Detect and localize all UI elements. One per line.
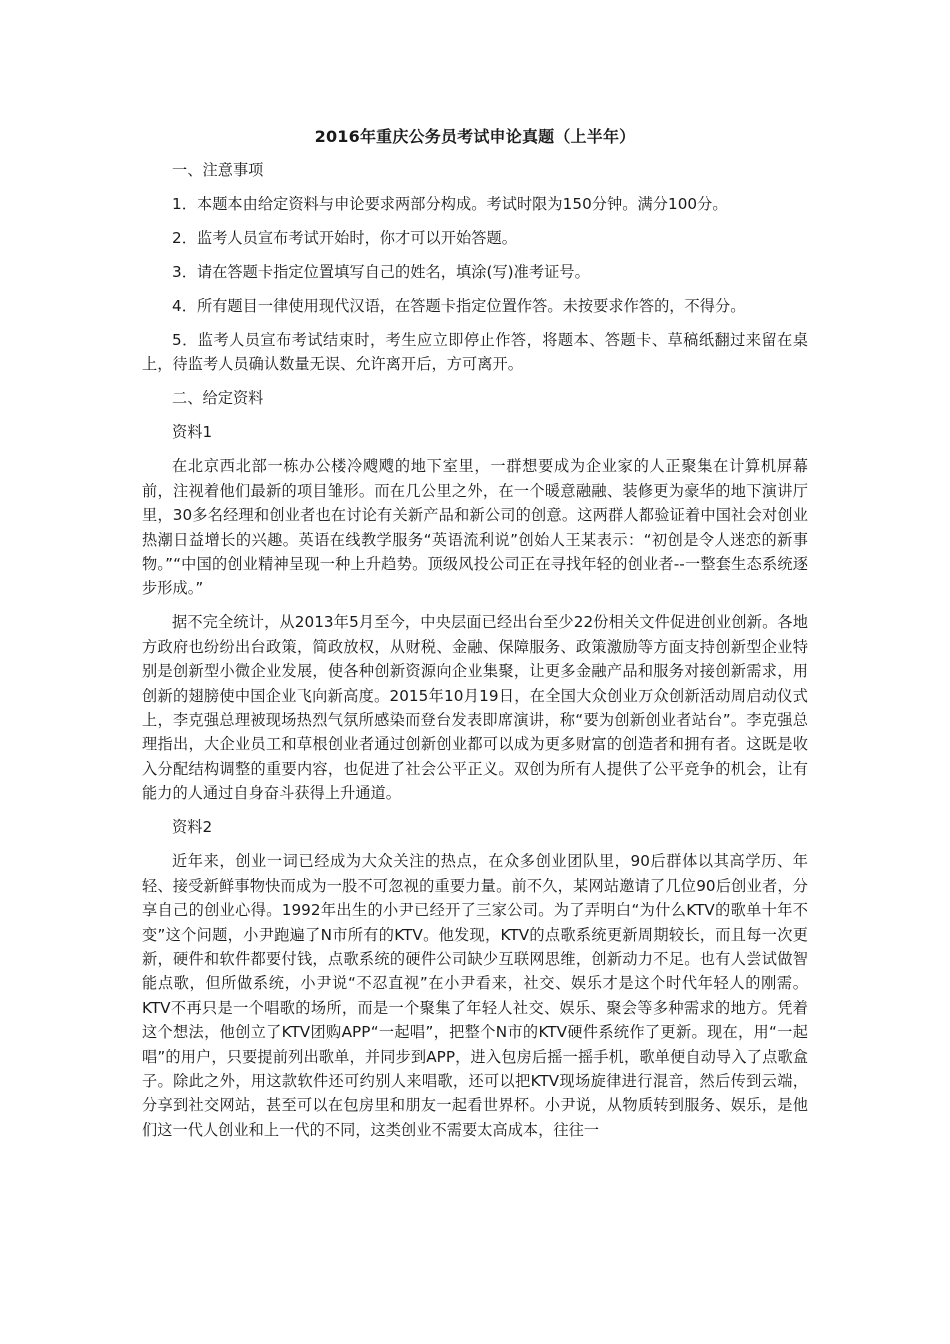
material-1-paragraph-2: 据不完全统计，从2013年5月至今，中央层面已经出台至少22份相关文件促进创业创新。各地方政府也纷纷出台政策，简政放权，从财税、金融、保障服务、政策激励等方面支持创新型企业特别是创新型小微企业发展，使各种创新资源向企业集聚，让更多金融产品和服务对接创新需求，用创新的翅膀使中国企业飞向新高度。2015年10月19日，在全国大众创业万众创新活动周启动仪式上，李克强总理被现场热烈气氛所感染而登台发表即席演讲，称“要为创新创业者站台”。李克强总理指出，大企业员工和草根创业者通过创新创业都可以成为更多财富的创造者和拥有者。这既是收入分配结构调整的重要内容，也促进了社会公平正义。双创为所有人提供了公平竞争的机会，让有能力的人通过自身奋斗获得上升通道。 (142, 613, 808, 803)
material-1-heading: 资料1 (172, 423, 213, 442)
note-item-5: 5．监考人员宣布考试结束时，考生应立即停止作答，将题本、答题卡、草稿纸翻过来留在桌上，待监考人员确认数量无误、允许离开后，方可离开。 (142, 331, 808, 374)
note-item-1: 1．本题本由给定资料与申论要求两部分构成。考试时限为150分钟。满分100分。 (172, 195, 728, 213)
material-1-paragraph-1: 在北京西北部一栋办公楼冷飕飕的地下室里，一群想要成为企业家的人正聚集在计算机屏幕前，注视着他们最新的项目雏形。而在几公里之外，在一个暖意融融、装修更为豪华的地下演讲厅里，30多名经理和创业者也在讨论有关新产品和新公司的创意。这两群人都验证着中国社会对创业热潮日益增长的兴趣。英语在线教学服务“英语流利说”创始人王某表示：“初创是令人迷恋的新事物。”“中国的创业精神呈现一种上升趋势。顶级风投公司正在寻找年轻的创业者--一整套生态系统逐步形成。” (142, 457, 808, 598)
material-2-paragraph-1: 近年来，创业一词已经成为大众关注的热点，在众多创业团队里，90后群体以其高学历、年轻、接受新鲜事物快而成为一股不可忽视的重要力量。前不久，某网站邀请了几位90后创业者，分享自己的创业心得。1992年出生的小尹已经开了三家公司。为了弄明白“为什么KTV的歌单十年不变”这个问题，小尹跑遍了N市所有的KTV。他发现，KTV的点歌系统更新周期较长，而且每一次更新，硬件和软件都要付钱，点歌系统的硬件公司缺少互联网思维，创新动力不足。也有人尝试做智能点歌，但所做系统，小尹说“不忍直视”在小尹看来，社交、娱乐才是这个时代年轻人的刚需。KTV不再只是一个唱歌的场所，而是一个聚集了年轻人社交、娱乐、聚会等多种需求的地方。凭着这个想法，他创立了KTV团购APP“一起唱”，把整个N市的KTV硬件系统作了更新。现在，用“一起唱”的用户，只要提前列出歌单，并同步到APP，进入包房后摇一摇手机，歌单便自动导入了点歌盒子。除此之外，用这款软件还可约别人来唱歌，还可以把KTV现场旋律进行混音，然后传到云端，分享到社交网站，甚至可以在包房里和朋友一起看世界杯。小尹说，从物质转到服务、娱乐，是他们这一代人创业和上一代的不同，这类创业不需要太高成本，往往一 (142, 852, 808, 1139)
section-heading-materials: 二、给定资料 (172, 389, 264, 408)
document-title: 2016年重庆公务员考试申论真题（上半年） (314, 127, 636, 146)
note-item-2: 2．监考人员宣布考试开始时，你才可以开始答题。 (172, 229, 517, 247)
section-heading-notes: 一、注意事项 (172, 161, 264, 179)
note-item-4: 4．所有题目一律使用现代汉语，在答题卡指定位置作答。未按要求作答的，不得分。 (172, 297, 746, 315)
document-page (142, 124, 808, 1152)
material-2-heading: 资料2 (172, 818, 213, 837)
note-item-3: 3．请在答题卡指定位置填写自己的姓名，填涂(写)准考证号。 (172, 263, 590, 281)
